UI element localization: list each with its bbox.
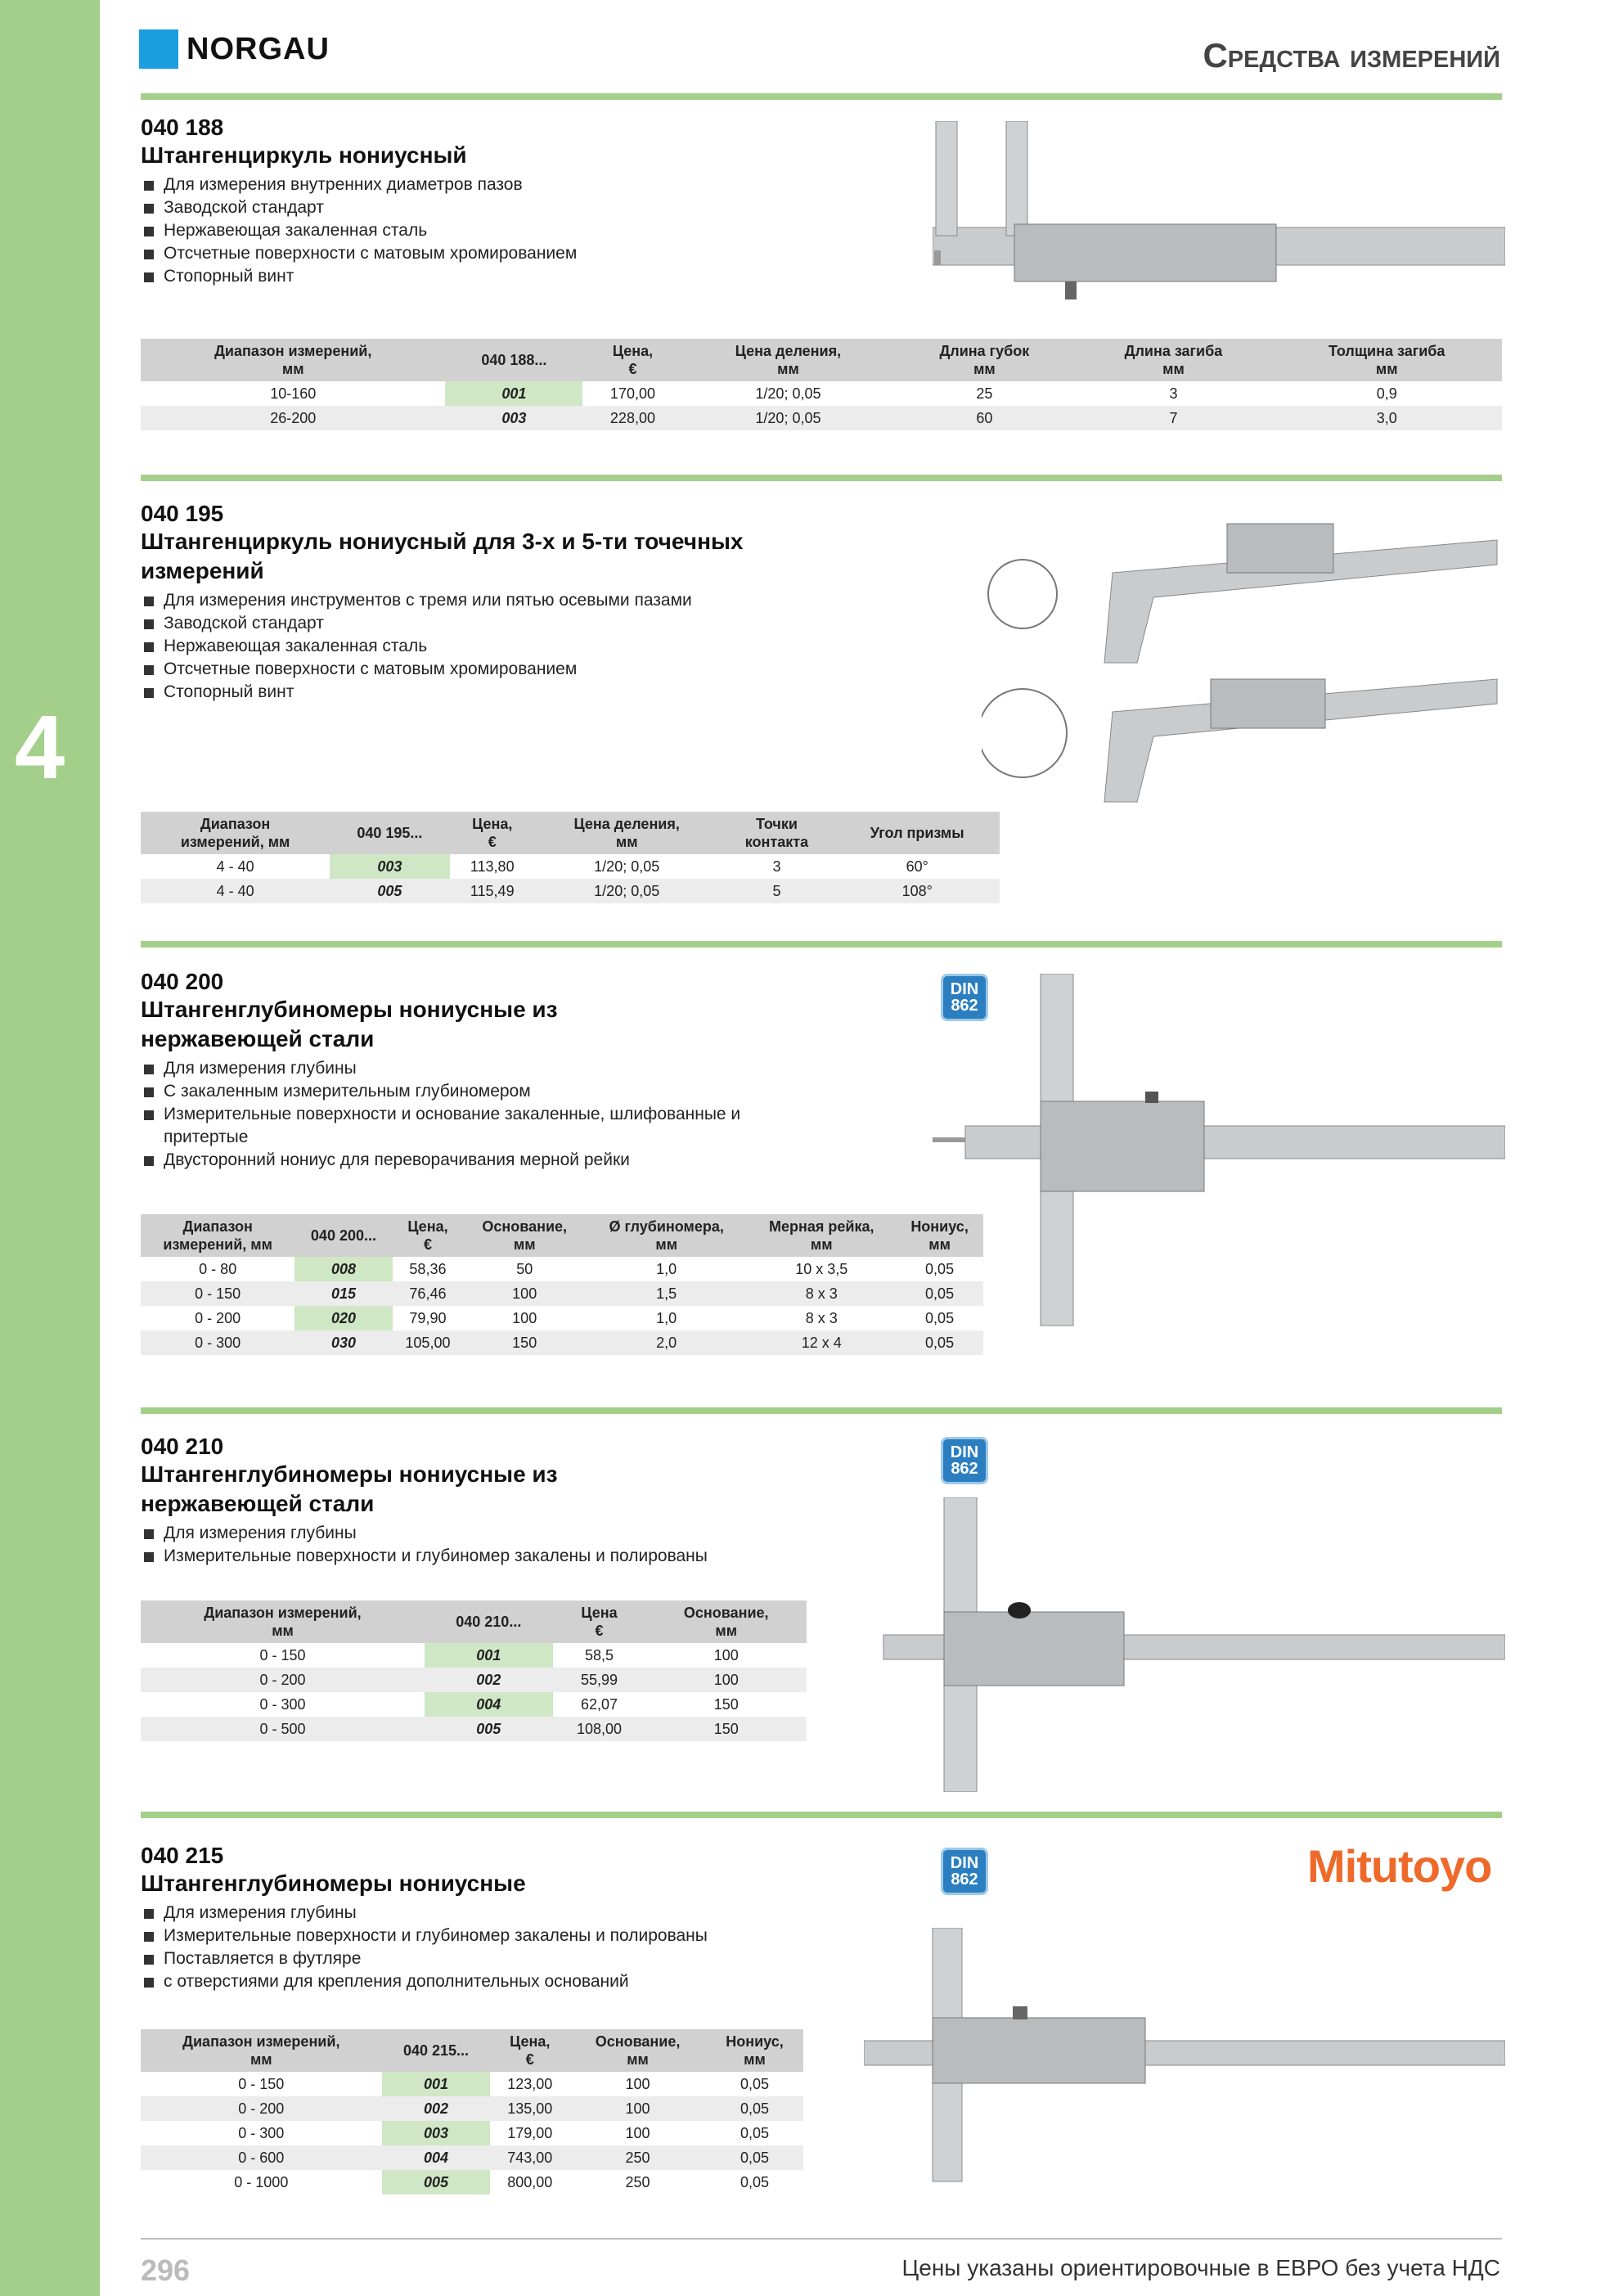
table-cell: 1/20; 0,05 bbox=[683, 406, 894, 430]
side-bar bbox=[0, 0, 100, 2296]
table-cell: 0,05 bbox=[740, 2173, 769, 2190]
table-cell: 0 - 200 bbox=[141, 1668, 425, 1692]
logo-text: NORGAU bbox=[187, 31, 330, 66]
point-caliper-image bbox=[982, 507, 1505, 835]
article-cell: 020 bbox=[294, 1306, 392, 1330]
table-cell: 4 - 40 bbox=[216, 858, 254, 875]
table-cell: 115,49 bbox=[450, 879, 535, 903]
table-row bbox=[141, 1717, 807, 1741]
table-row bbox=[141, 1257, 983, 1281]
table-cell: 150 bbox=[463, 1330, 586, 1355]
article-cell: 030 bbox=[294, 1330, 392, 1355]
table-cell: 0 - 150 bbox=[259, 1646, 306, 1663]
product-section-040210 bbox=[141, 1434, 795, 1568]
divider bbox=[141, 1812, 1502, 1818]
table-cell: 50 bbox=[516, 1260, 533, 1277]
table-cell: 100 bbox=[645, 1668, 807, 1692]
feature-list bbox=[141, 1902, 795, 1993]
spec-table bbox=[141, 339, 1502, 430]
table-cell: 58,5 bbox=[584, 1646, 614, 1663]
table-cell: 76,46 bbox=[393, 1281, 464, 1306]
product-code: 040 215 bbox=[141, 1843, 224, 1868]
column-header: 040 200... bbox=[294, 1214, 392, 1257]
table-cell: 228,00 bbox=[582, 406, 682, 430]
column-header: Толщина загиба мм bbox=[1271, 339, 1502, 381]
table-cell: 1/20; 0,05 bbox=[755, 385, 821, 402]
article-cell: 003 bbox=[330, 854, 449, 879]
spec-table bbox=[141, 2029, 803, 2195]
table-cell: 0 - 200 bbox=[141, 2096, 382, 2121]
article-cell: 001 bbox=[425, 1643, 552, 1668]
feature-item: Отсчетные поверхности с матовым хромированием bbox=[141, 242, 877, 265]
column-header: Диапазон измерений, мм bbox=[141, 1600, 425, 1643]
feature-list bbox=[141, 173, 877, 288]
table-row bbox=[141, 879, 1000, 903]
table-header bbox=[141, 339, 1502, 381]
article-cell: 005 bbox=[425, 1717, 552, 1741]
product-code: 040 200 bbox=[141, 969, 224, 994]
table-cell: 100 bbox=[463, 1281, 586, 1306]
feature-item: С закаленным измерительным глубиномером bbox=[141, 1080, 779, 1103]
table-cell: 0,05 bbox=[740, 2124, 769, 2141]
table-cell: 25 bbox=[976, 385, 993, 402]
table-cell: 0 - 300 bbox=[238, 2124, 285, 2141]
table-cell: 179,00 bbox=[507, 2124, 553, 2141]
depth-gauge-image bbox=[933, 974, 1505, 1334]
table-cell: 100 bbox=[512, 1309, 537, 1326]
feature-item: Стопорный винт bbox=[141, 265, 877, 288]
feature-list bbox=[141, 589, 795, 704]
inner-caliper-image bbox=[933, 121, 1505, 309]
article-cell: 001 bbox=[445, 381, 582, 406]
product-section-040195 bbox=[141, 501, 795, 704]
table-cell: 0,05 bbox=[896, 1330, 983, 1355]
table-cell: 0 - 150 bbox=[141, 1281, 294, 1306]
column-header: Цена, € bbox=[450, 812, 535, 854]
table-cell: 7 bbox=[1075, 406, 1271, 430]
column-header: Точки контакта bbox=[719, 812, 835, 854]
feature-item: Для измерения внутренних диаметров пазов bbox=[141, 173, 877, 196]
divider bbox=[141, 475, 1502, 481]
column-header: Цена € bbox=[553, 1600, 646, 1643]
column-header: Длина губок мм bbox=[893, 339, 1075, 381]
brand-logo bbox=[139, 29, 330, 69]
table-cell: 0 - 150 bbox=[238, 2075, 285, 2092]
article-cell: 003 bbox=[445, 406, 582, 430]
table-cell: 0 - 500 bbox=[141, 1717, 425, 1741]
table-cell: 100 bbox=[713, 1646, 739, 1663]
table-cell: 1/20; 0,05 bbox=[535, 879, 719, 903]
table-row bbox=[141, 1281, 983, 1306]
table-cell: 0,05 bbox=[925, 1260, 955, 1277]
column-header: 040 188... bbox=[445, 339, 582, 381]
table-cell: 5 bbox=[719, 879, 835, 903]
table-cell: 0,05 bbox=[925, 1309, 955, 1326]
table-cell: 250 bbox=[569, 2145, 706, 2170]
table-row bbox=[141, 1330, 983, 1355]
table-cell: 26-200 bbox=[141, 406, 445, 430]
table-row bbox=[141, 2096, 803, 2121]
column-header: Диапазон измерений, мм bbox=[141, 339, 445, 381]
feature-item: Для измерения глубины bbox=[141, 1522, 795, 1545]
divider bbox=[141, 941, 1502, 948]
feature-item: Стопорный винт bbox=[141, 681, 795, 704]
table-header bbox=[141, 1214, 983, 1257]
logo-square-icon bbox=[139, 29, 178, 69]
table-cell: 0,05 bbox=[740, 2075, 769, 2092]
table-cell: 170,00 bbox=[609, 385, 655, 402]
column-header: Длина загиба мм bbox=[1075, 339, 1271, 381]
column-header: 040 195... bbox=[330, 812, 449, 854]
table-cell: 8 x 3 bbox=[747, 1281, 896, 1306]
product-code: 040 210 bbox=[141, 1434, 224, 1459]
column-header: Нониус, мм bbox=[896, 1214, 983, 1257]
table-cell: 0 - 200 bbox=[195, 1309, 241, 1326]
table-cell: 3,0 bbox=[1271, 406, 1502, 430]
feature-item: Измерительные поверхности и основание закаленные, шлифованные и притертые bbox=[141, 1103, 779, 1149]
footer-note: Цены указаны ориентировочные в ЕВРО без учета НДС bbox=[901, 2255, 1500, 2280]
table-cell: 60 bbox=[893, 406, 1075, 430]
table-row bbox=[141, 381, 1502, 406]
feature-item: Отсчетные поверхности с матовым хромированием bbox=[141, 658, 795, 681]
feature-item: Для измерения глубины bbox=[141, 1902, 795, 1925]
article-cell: 004 bbox=[382, 2145, 491, 2170]
column-header: Цена деления, мм bbox=[683, 339, 894, 381]
table-cell: 79,90 bbox=[409, 1309, 447, 1326]
table-cell: 100 bbox=[625, 2075, 650, 2092]
article-cell: 008 bbox=[294, 1257, 392, 1281]
table-row bbox=[141, 1643, 807, 1668]
table-cell: 123,00 bbox=[507, 2075, 553, 2092]
column-header: Диапазон измерений, мм bbox=[141, 812, 330, 854]
spec-table bbox=[141, 812, 1000, 903]
column-header: Основание, мм bbox=[645, 1600, 807, 1643]
column-header: Нониус, мм bbox=[706, 2029, 803, 2072]
table-row bbox=[141, 2121, 803, 2145]
table-cell: 1,0 bbox=[656, 1260, 677, 1277]
table-cell: 60° bbox=[906, 858, 928, 875]
feature-item: с отверстиями для крепления дополнительных оснований bbox=[141, 1970, 795, 1993]
column-header: Основание, мм bbox=[463, 1214, 586, 1257]
feature-item: Нержавеющая закаленная сталь bbox=[141, 635, 795, 658]
table-cell: 0 - 1000 bbox=[234, 2173, 289, 2190]
feature-item: Измерительные поверхности и глубиномер закалены и полированы bbox=[141, 1925, 795, 1947]
table-cell: 55,99 bbox=[553, 1668, 646, 1692]
table-cell: 1,0 bbox=[656, 1309, 677, 1326]
feature-item: Заводской стандарт bbox=[141, 196, 877, 219]
product-title: Штангенглубиномеры нониусные из нержавеющей стали bbox=[141, 997, 558, 1051]
product-code: 040 188 bbox=[141, 115, 224, 140]
table-cell: 743,00 bbox=[490, 2145, 569, 2170]
table-row bbox=[141, 2145, 803, 2170]
article-cell: 004 bbox=[425, 1692, 552, 1717]
table-cell: 1/20; 0,05 bbox=[594, 858, 660, 875]
column-header: 040 215... bbox=[382, 2029, 491, 2072]
feature-list bbox=[141, 1522, 795, 1568]
table-cell: 62,07 bbox=[580, 1695, 618, 1713]
table-cell: 108° bbox=[834, 879, 1000, 903]
table-cell: 150 bbox=[645, 1717, 807, 1741]
table-cell: 150 bbox=[713, 1695, 739, 1713]
table-row bbox=[141, 1668, 807, 1692]
din-badge: DIN 862 bbox=[941, 974, 988, 1021]
table-cell: 0,05 bbox=[706, 2145, 803, 2170]
table-header bbox=[141, 1600, 807, 1643]
table-cell: 108,00 bbox=[553, 1717, 646, 1741]
table-cell: 800,00 bbox=[507, 2173, 553, 2190]
column-header: Цена, € bbox=[490, 2029, 569, 2072]
page-number: 296 bbox=[141, 2253, 191, 2287]
column-header: Основание, мм bbox=[569, 2029, 706, 2072]
spec-table bbox=[141, 1214, 983, 1355]
table-header bbox=[141, 2029, 803, 2072]
column-header: Угол призмы bbox=[834, 812, 1000, 854]
article-cell: 002 bbox=[425, 1668, 552, 1692]
table-cell: 0 - 300 bbox=[259, 1695, 306, 1713]
feature-item: Измерительные поверхности и глубиномер закалены и полированы bbox=[141, 1545, 795, 1568]
table-cell: 12 x 4 bbox=[747, 1330, 896, 1355]
feature-item: Поставляется в футляре bbox=[141, 1947, 795, 1970]
table-cell: 8 x 3 bbox=[805, 1309, 838, 1326]
table-cell: 0,05 bbox=[706, 2096, 803, 2121]
table-cell: 0 - 600 bbox=[141, 2145, 382, 2170]
table-cell: 250 bbox=[625, 2173, 650, 2190]
table-cell: 0,05 bbox=[896, 1281, 983, 1306]
footer-divider bbox=[141, 2238, 1502, 2240]
din-badge: DIN 862 bbox=[941, 1437, 988, 1484]
feature-item: Заводской стандарт bbox=[141, 612, 795, 635]
article-cell: 001 bbox=[382, 2072, 491, 2096]
feature-list bbox=[141, 1057, 779, 1172]
table-row bbox=[141, 2072, 803, 2096]
table-cell: 2,0 bbox=[586, 1330, 747, 1355]
table-cell: 10-160 bbox=[270, 385, 317, 402]
page-title: Средства измерений bbox=[1203, 36, 1500, 74]
depth-gauge-image bbox=[864, 1928, 1505, 2190]
feature-item: Для измерения инструментов с тремя или пятью осевыми пазами bbox=[141, 589, 795, 612]
article-cell: 015 bbox=[294, 1281, 392, 1306]
spec-table bbox=[141, 1600, 807, 1741]
table-cell: 0,9 bbox=[1376, 385, 1397, 402]
column-header: 040 210... bbox=[425, 1600, 552, 1643]
table-cell: 3 bbox=[1169, 385, 1178, 402]
product-title: Штангенглубиномеры нониусные из нержавеющей стали bbox=[141, 1461, 558, 1516]
article-cell: 005 bbox=[382, 2170, 491, 2195]
table-cell: 4 - 40 bbox=[141, 879, 330, 903]
column-header: Ø глубиномера, мм bbox=[586, 1214, 747, 1257]
table-cell: 1,5 bbox=[586, 1281, 747, 1306]
column-header: Диапазон измерений, мм bbox=[141, 1214, 294, 1257]
feature-item: Для измерения глубины bbox=[141, 1057, 779, 1080]
divider bbox=[141, 1407, 1502, 1414]
article-cell: 005 bbox=[330, 879, 449, 903]
depth-gauge-image bbox=[875, 1497, 1505, 1792]
table-cell: 135,00 bbox=[490, 2096, 569, 2121]
product-code: 040 195 bbox=[141, 501, 224, 526]
feature-item: Двусторонний нониус для переворачивания мерной рейки bbox=[141, 1149, 779, 1172]
column-header: Диапазон измерений, мм bbox=[141, 2029, 382, 2072]
product-section-040215 bbox=[141, 1843, 795, 1993]
table-row bbox=[141, 854, 1000, 879]
table-cell: 100 bbox=[569, 2096, 706, 2121]
table-cell: 10 x 3,5 bbox=[795, 1260, 848, 1277]
article-cell: 003 bbox=[382, 2121, 491, 2145]
article-cell: 002 bbox=[382, 2096, 491, 2121]
product-title: Штангенциркуль нониусный для 3-х и 5-ти точечных измерений bbox=[141, 529, 744, 583]
product-section-040188 bbox=[141, 115, 877, 288]
table-cell: 100 bbox=[625, 2124, 650, 2141]
table-row bbox=[141, 1306, 983, 1330]
table-cell: 3 bbox=[772, 858, 781, 875]
table-row bbox=[141, 406, 1502, 430]
column-header: Цена, € bbox=[393, 1214, 464, 1257]
product-section-040200 bbox=[141, 969, 795, 1172]
table-row bbox=[141, 1692, 807, 1717]
chapter-number: 4 bbox=[15, 697, 65, 798]
table-row bbox=[141, 2170, 803, 2195]
table-cell: 0 - 300 bbox=[141, 1330, 294, 1355]
divider bbox=[141, 93, 1502, 100]
din-badge: DIN 862 bbox=[941, 1848, 988, 1895]
column-header: Цена, € bbox=[582, 339, 682, 381]
table-cell: 58,36 bbox=[409, 1260, 447, 1277]
column-header: Цена деления, мм bbox=[535, 812, 719, 854]
feature-item: Нержавеющая закаленная сталь bbox=[141, 219, 877, 242]
table-header bbox=[141, 812, 1000, 854]
product-title: Штангенциркуль нониусный bbox=[141, 142, 467, 168]
table-cell: 113,80 bbox=[470, 858, 515, 875]
table-cell: 0 - 80 bbox=[199, 1260, 237, 1277]
product-title: Штангенглубиномеры нониусные bbox=[141, 1871, 526, 1896]
table-cell: 105,00 bbox=[393, 1330, 464, 1355]
column-header: Мерная рейка, мм bbox=[747, 1214, 896, 1257]
mitutoyo-logo: Mitutoyo bbox=[1307, 1840, 1492, 1892]
